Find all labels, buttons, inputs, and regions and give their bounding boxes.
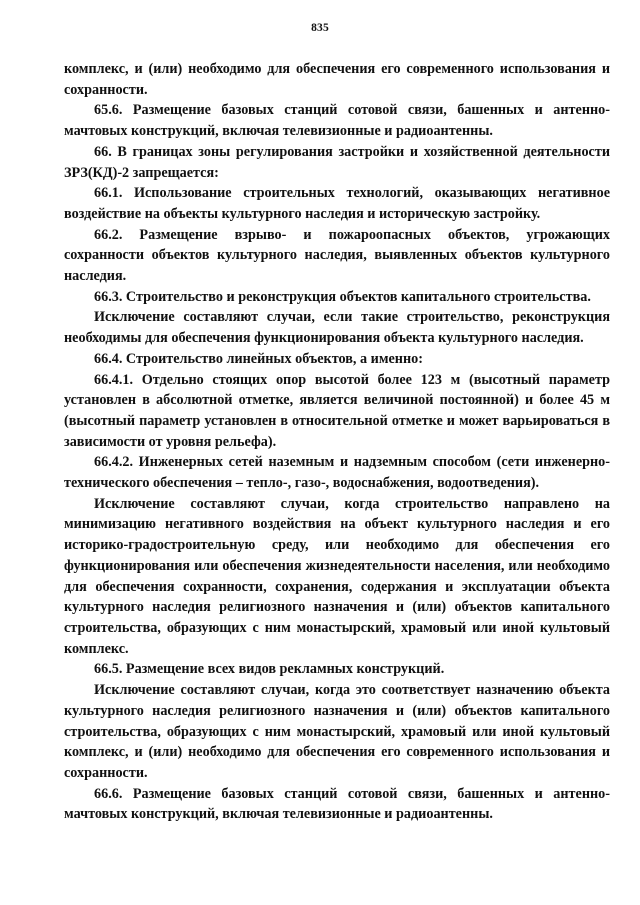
paragraph-66-2: 66.2. Размещение взрыво- и пожароопасных объектов, угрожающих сохранности объектов культурного наследия, выявленных объектов культурного наследия. (64, 226, 610, 285)
document-body (64, 59, 610, 825)
paragraph-66-3-exception: Исключение составляют случаи, если такие строительство, реконструкция необходимы для обеспечения функционирования объекта культурного наследия. (64, 309, 610, 347)
paragraph-66-1: 66.1. Использование строительных технологий, оказывающих негативное воздействие на объекты культурного наследия и историческую застройку. (64, 185, 610, 222)
paragraph-66-4-2: 66.4.2. Инженерных сетей наземным и надземным способом (сети инженерно-технического обеспечения – тепло-, газо-, водоснабжения, водоотведения). (64, 454, 610, 492)
paragraph-continuation: комплекс, и (или) необходимо для обеспечения его современного использования и сохранности. (64, 61, 610, 98)
paragraph-66-4-2-exception: Исключение составляют случаи, когда строительство направлено на минимизацию негативного воздействия на объект культурного наследия и его историко-градостроительную среду, или необходимо для обеспечения его функционирования или обеспечения жизнедеятельности населения, или необходимо для обеспечения сохранности, сохранения, содержания и эксплуатации объекта культурного наследия религиозного назначения и (или) объектов капитального строительства, образующих с ним монастырский, храмовый или иной культовый комплекс. (64, 495, 610, 657)
paragraph-66-5: 66.5. Размещение всех видов рекламных конструкций. (94, 661, 445, 678)
paragraph-66-4: 66.4. Строительство линейных объектов, а именно: (94, 350, 423, 367)
paragraph-66-6: 66.6. Размещение базовых станций сотовой связи, башенных и антенно-мачтовых конструкций, включая телевизионные и радиоантенны. (64, 785, 610, 823)
paragraph-66: 66. В границах зоны регулирования застройки и хозяйственной деятельности ЗРЗ(КД)-2 запрещается: (64, 143, 610, 181)
paragraph-66-3: 66.3. Строительство и реконструкция объектов капитального строительства. (94, 288, 591, 305)
paragraph-66-5-exception: Исключение составляют случаи, когда это соответствует назначению объекта культурного наследия религиозного назначения и (или) объектов капитального строительства, образующих с ним монастырский, храмовый или иной культовый комплекс, и (или) необходимо для обеспечения его современного использования и сохранности. (64, 682, 610, 781)
page-number: 835 (311, 22, 329, 34)
paragraph-66-4-1: 66.4.1. Отдельно стоящих опор высотой более 123 м (высотный параметр установлен в абсолютной отметке, является величиной постоянной) и более 45 м (высотный параметр установлен в относительной отметке и может варьироваться в зависимости от уровня рельефа). (64, 371, 610, 450)
paragraph-65-6: 65.6. Размещение базовых станций сотовой связи, башенных и антенно-мачтовых конструкций, включая телевизионные и радиоантенны. (64, 102, 610, 140)
